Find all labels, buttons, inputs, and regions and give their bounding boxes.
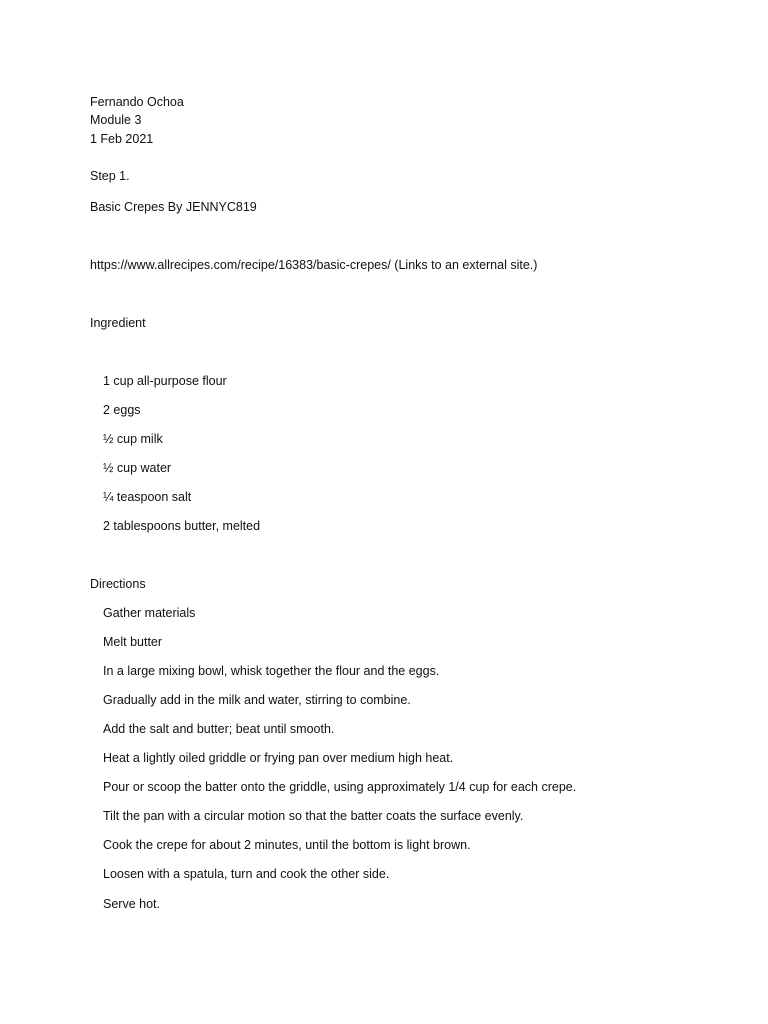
ingredient-item: 1 cup all-purpose flour [103,374,227,388]
direction-step: Heat a lightly oiled griddle or frying pan over medium high heat. [103,751,454,765]
ingredient-item: 2 eggs [103,403,141,417]
recipe-link: https://www.allrecipes.com/recipe/16383/basic-crepes/ (Links to an external site.) [90,258,538,272]
directions-heading: Directions [90,577,146,591]
direction-step: Loosen with a spatula, turn and cook the other side. [103,867,390,881]
ingredients-heading: Ingredient [90,316,146,330]
direction-step: Pour or scoop the batter onto the griddle, using approximately 1/4 cup for each crepe. [103,780,577,794]
author-name: Fernando Ochoa [90,95,184,109]
direction-step: Cook the crepe for about 2 minutes, until the bottom is light brown. [103,838,471,852]
ingredient-item: ½ cup milk [103,432,163,446]
direction-step: Add the salt and butter; beat until smooth. [103,722,335,736]
direction-step: Gradually add in the milk and water, stirring to combine. [103,693,411,707]
direction-step: Gather materials [103,606,196,620]
direction-step: Melt butter [103,635,163,649]
ingredient-item: 2 tablespoons butter, melted [103,519,261,533]
module-label: Module 3 [90,113,142,127]
ingredient-item: ½ cup water [103,461,172,475]
direction-step: In a large mixing bowl, whisk together the flour and the eggs. [103,664,440,678]
direction-step: Serve hot. [103,897,160,911]
ingredient-item: ¼ teaspoon salt [103,490,192,504]
recipe-title: Basic Crepes By JENNYC819 [90,200,257,214]
direction-step: Tilt the pan with a circular motion so that the batter coats the surface evenly. [103,809,524,823]
document-date: 1 Feb 2021 [90,132,154,146]
step-label: Step 1. [90,169,130,183]
